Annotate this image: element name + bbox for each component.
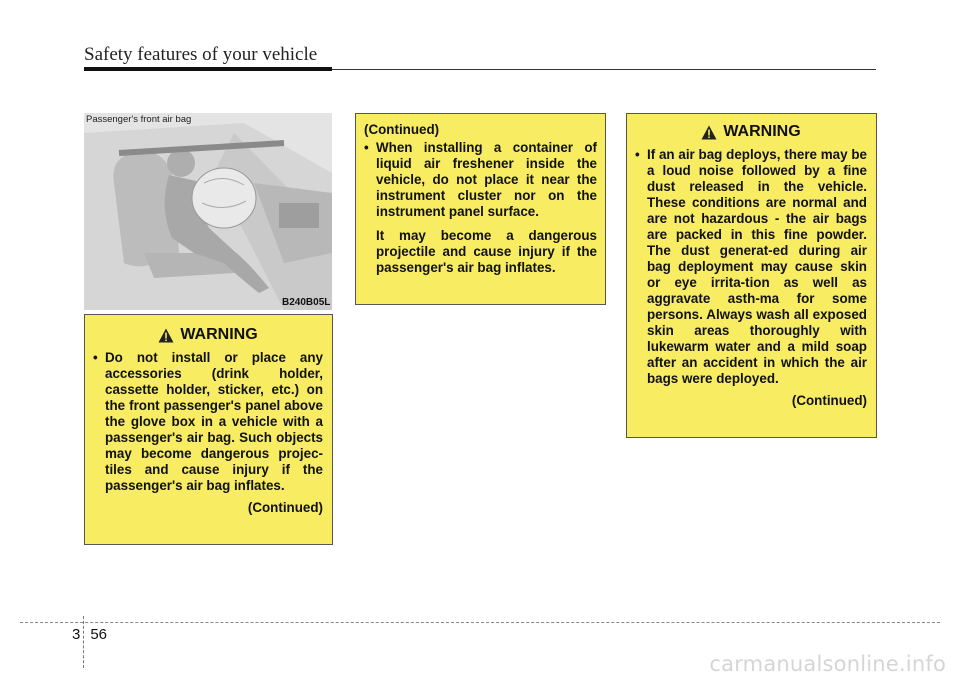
- warning-heading-text: WARNING: [180, 326, 258, 343]
- page-number-value: 56: [90, 626, 108, 643]
- warning-paragraph: It may become a dangerous projectile and cause injury if the passenger's air bag inflates.: [376, 228, 597, 275]
- header-rule-thick: [84, 67, 332, 71]
- warning-heading-text: WARNING: [723, 123, 801, 140]
- section-number: 3: [72, 626, 81, 643]
- warning-bullet: [364, 140, 597, 220]
- footer-dashed-rule: [20, 622, 940, 623]
- page-number: [72, 626, 107, 643]
- warning-bullet-text: When installing a container of liquid air freshener inside the vehicle, do not place it near the instrument cluster nor on the instrument panel surface.: [376, 140, 597, 219]
- bullet-dot: •: [364, 140, 369, 155]
- warning-heading: [635, 124, 867, 140]
- warning-box-air-freshener: [355, 113, 606, 305]
- bullet-dot: •: [635, 147, 640, 162]
- continued-label: (Continued): [247, 500, 323, 515]
- continued-label-top: (Continued): [364, 122, 440, 137]
- airbag-illustration: [84, 113, 332, 310]
- bullet-dot: •: [93, 350, 98, 365]
- warning-bullet: [93, 350, 323, 494]
- warning-bullet-text: Do not install or place any accessories (drink holder, cassette holder, sticker, etc.) on the front passenger's panel above the glove box in a vehicle with a passenger's air bag. Such objects may become dangerous projec-tiles and cause injury if the passenger's air bag inflates.: [105, 350, 323, 493]
- header-rule-thin: [332, 69, 876, 70]
- warning-triangle-icon: [701, 125, 717, 140]
- warning-bullet-text: If an air bag deploys, there may be a loud noise followed by a fine dust released in the vehicle. These conditions are normal and are not hazardous - the air bags are packed in this fine powder. The dust generat-ed during air bag deployment may cause skin or eye irrita-tion as well as aggravate asth-ma for some persons. Always wash all exposed skin areas thoroughly with lukewarm water and a mild soap after an accident in which the air bags were deployed.: [647, 147, 867, 386]
- page-header-title: Safety features of your vehicle: [84, 44, 318, 65]
- figure-caption: Passenger's front air bag: [86, 114, 192, 125]
- warning-triangle-icon: [158, 328, 174, 343]
- continued-label: (Continued): [791, 393, 867, 408]
- airbag-illustration-svg: [84, 113, 332, 310]
- figure-code: B240B05L: [282, 297, 331, 308]
- watermark: carmanualsonline.info: [709, 652, 946, 676]
- warning-bullet: [635, 147, 867, 387]
- warning-heading: [93, 327, 323, 343]
- warning-box-deployment-dust: [626, 113, 877, 438]
- warning-box-accessories: [84, 314, 333, 545]
